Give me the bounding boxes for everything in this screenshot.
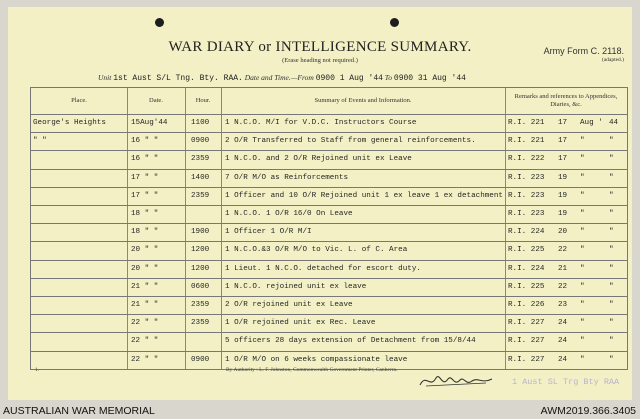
cell-summary: 2 O/R Transferred to Staff from general reinforcements. (225, 137, 476, 146)
signature (416, 369, 496, 393)
row-rule (31, 169, 627, 170)
header-summary: Summary of Events and Information. (314, 97, 412, 104)
cell-summary: 1 N.C.O. and 2 O/R Rejoined unit ex Leave (225, 155, 412, 164)
column-rule (185, 88, 186, 369)
cell-hour: 0900 (191, 355, 210, 364)
cell-ref-index: R.I. 223 (508, 173, 545, 182)
cell-hour: 0600 (191, 282, 210, 291)
cell-date: 20 " " (131, 246, 159, 255)
cell-hour: 2359 (191, 319, 210, 328)
cell-ref-day: 19 (558, 191, 568, 200)
cell-date: 22 " " (131, 355, 159, 364)
cell-summary: 1 Lieut. 1 N.C.O. detached for escort duty. (225, 264, 421, 273)
cell-hour: 2359 (191, 301, 210, 309)
diary-table (30, 87, 628, 370)
footer-number: 1. (35, 367, 40, 373)
row-rule (31, 332, 627, 333)
diary-sheet (8, 7, 632, 400)
cell-ref-index: R.I. 227 (508, 355, 545, 364)
cell-ref-day: 24 (558, 355, 568, 364)
cell-hour: 1200 (191, 264, 210, 273)
cell-ref-month: " (580, 355, 585, 364)
cell-date: 17 " " (131, 191, 159, 200)
cell-date: 22 " " (131, 319, 159, 328)
cell-ref-day: 23 (558, 301, 568, 309)
row-rule (31, 223, 627, 224)
cell-hour: 1900 (191, 228, 210, 237)
unit-label: Unit (98, 73, 112, 82)
cell-ref-year: " (609, 137, 614, 146)
header-hour: Hour. (195, 97, 211, 104)
punch-hole-right (390, 18, 399, 27)
cell-ref-year: " (609, 155, 614, 164)
cell-date: 16 " " (131, 155, 159, 164)
army-form-label: Army Form C. 2118. (543, 46, 624, 56)
cell-ref-day: 17 (558, 137, 568, 146)
row-rule (31, 187, 627, 188)
cell-date: 21 " " (131, 301, 159, 309)
cell-ref-day: 22 (558, 246, 568, 255)
form-title: WAR DIARY or INTELLIGENCE SUMMARY. (168, 39, 472, 55)
cell-summary: 1 N.C.O. M/I for V.D.C. Instructors Course (225, 119, 417, 127)
cell-ref-day: 19 (558, 210, 568, 218)
cell-ref-index: R.I. 221 (508, 119, 545, 127)
army-form-number (544, 47, 624, 65)
cell-ref-year: " (609, 282, 614, 291)
cell-ref-day: 22 (558, 282, 568, 291)
cell-ref-index: R.I. 223 (508, 191, 545, 200)
column-rule (505, 88, 506, 369)
cell-summary: 1 O/R rejoined unit ex Rec. Leave (225, 319, 376, 328)
cell-place: George's Heights (33, 119, 106, 127)
cell-ref-month: " (580, 337, 585, 346)
cell-ref-index: R.I. 223 (508, 210, 545, 218)
cell-ref-month: " (580, 173, 585, 182)
cell-ref-day: 24 (558, 337, 568, 346)
header-remarks: Remarks and references to Appendices, Diaries, &c. (514, 93, 618, 108)
cell-hour: 1200 (191, 246, 210, 255)
cell-date: 22 " " (131, 337, 159, 346)
header-place: Place. (71, 97, 87, 104)
cell-summary: 1 Officer and 10 O/R Rejoined unit 1 ex leave 1 ex detachment (225, 191, 503, 200)
form-subtitle: (Erase heading not required.) (282, 57, 358, 64)
row-rule (31, 260, 627, 261)
column-rule (127, 88, 128, 369)
cell-ref-index: R.I. 221 (508, 137, 545, 146)
cell-ref-year: " (609, 210, 614, 218)
cell-ref-year: 44 (609, 119, 619, 127)
archive-reference: AWM2019.366.3405 (540, 405, 636, 417)
unit-stamp: 1 Aust SL Trg Bty RAA (512, 377, 620, 387)
to-value: 0900 31 Aug '44 (393, 74, 466, 83)
from-value: 0900 1 Aug '44 (315, 74, 383, 83)
cell-ref-index: R.I. 227 (508, 319, 545, 328)
unit-value: 1st Aust S/L Tng. Bty. RAA. (113, 74, 243, 83)
cell-date: 16 " " (131, 137, 159, 146)
cell-ref-index: R.I. 226 (508, 301, 545, 309)
cell-ref-index: R.I. 224 (508, 264, 545, 273)
column-rule (221, 88, 222, 369)
cell-hour: 2359 (191, 191, 210, 200)
cell-ref-day: 20 (558, 228, 568, 237)
cell-hour: 0900 (191, 137, 210, 146)
row-rule (31, 351, 627, 352)
cell-ref-month: " (580, 301, 585, 309)
cell-ref-year: " (609, 337, 614, 346)
cell-ref-month: " (580, 264, 585, 273)
cell-date: 20 " " (131, 264, 159, 273)
cell-ref-year: " (609, 191, 614, 200)
cell-summary: 1 N.C.O. 1 O/R 16/0 On Leave (225, 210, 353, 218)
army-form-adapted: (adapted.) (601, 57, 624, 63)
cell-ref-index: R.I. 222 (508, 155, 545, 164)
cell-ref-year: " (609, 319, 614, 328)
unit-line (98, 73, 466, 83)
cell-ref-month: " (580, 191, 585, 200)
cell-ref-year: " (609, 301, 614, 309)
cell-date: 21 " " (131, 282, 159, 291)
cell-date: 18 " " (131, 228, 159, 237)
cell-summary: 1 Officer 1 O/R M/I (225, 228, 312, 237)
cell-ref-year: " (609, 228, 614, 237)
cell-ref-index: R.I. 225 (508, 282, 545, 291)
cell-date: 18 " " (131, 210, 159, 218)
row-rule (31, 278, 627, 279)
cell-ref-day: 24 (558, 319, 568, 328)
cell-hour: 2359 (191, 155, 210, 164)
row-rule (31, 132, 627, 133)
footer-authority: By Authority : L. F. Johnston, Commonwealth Government Printer, Canberra. (226, 367, 398, 373)
cell-ref-day: 19 (558, 173, 568, 182)
cell-place: " " (33, 137, 47, 146)
cell-ref-month: " (580, 282, 585, 291)
cell-ref-year: " (609, 355, 614, 364)
cell-hour: 1400 (191, 173, 210, 182)
cell-ref-day: 21 (558, 264, 568, 273)
cell-ref-month: " (580, 155, 585, 164)
cell-hour: 1100 (191, 119, 210, 127)
cell-ref-month: " (580, 228, 585, 237)
cell-ref-year: " (609, 264, 614, 273)
cell-ref-month: " (580, 210, 585, 218)
cell-summary: 5 officers 28 days extension of Detachment from 15/8/44 (225, 337, 476, 346)
cell-ref-month: " (580, 137, 585, 146)
row-rule (31, 241, 627, 242)
cell-date: 17 " " (131, 173, 159, 182)
cell-ref-index: R.I. 225 (508, 246, 545, 255)
row-rule (31, 296, 627, 297)
cell-ref-month: " (580, 246, 585, 255)
datetime-label: Date and Time.—From (244, 73, 314, 82)
cell-summary: 2 O/R rejoined unit ex Leave (225, 301, 353, 309)
cell-summary: 1 N.C.O.&3 O/R M/O to Vic. L. of C. Area (225, 246, 408, 255)
cell-summary: 7 O/R M/O as Reinforcements (225, 173, 349, 182)
cell-date: 15Aug'44 (131, 119, 168, 127)
cell-ref-day: 17 (558, 155, 568, 164)
cell-ref-month: " (580, 319, 585, 328)
cell-ref-day: 17 (558, 119, 568, 127)
archive-caption: AUSTRALIAN WAR MEMORIAL (3, 405, 155, 417)
row-rule (31, 205, 627, 206)
header-date: Date. (149, 97, 163, 104)
cell-ref-index: R.I. 224 (508, 228, 545, 237)
header-rule (31, 114, 627, 115)
cell-ref-year: " (609, 246, 614, 255)
cell-ref-month: Aug ' (580, 119, 603, 127)
cell-summary: 1 O/R M/O on 6 weeks compassionate leave (225, 355, 408, 364)
punch-hole-left (155, 18, 164, 27)
row-rule (31, 314, 627, 315)
cell-ref-index: R.I. 227 (508, 337, 545, 346)
to-label: To (384, 73, 393, 82)
cell-ref-year: " (609, 173, 614, 182)
cell-summary: 1 N.C.O. rejoined unit ex leave (225, 282, 367, 291)
row-rule (31, 150, 627, 151)
